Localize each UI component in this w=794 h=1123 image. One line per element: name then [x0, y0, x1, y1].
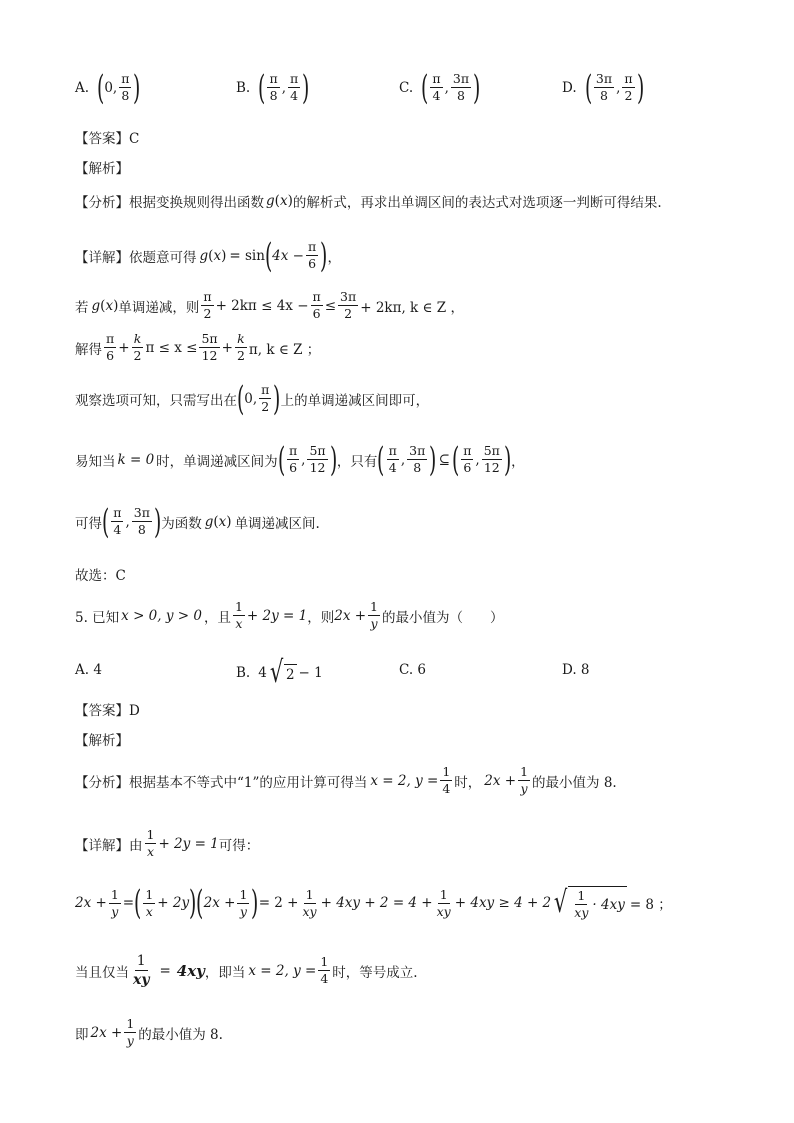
fraction: $\frac{\pi}{2}$	[203, 289, 212, 322]
fraction: $\frac{3\pi}{8}$	[595, 71, 613, 104]
q5-option-b: B. 4 √ 2 − 1	[236, 655, 323, 690]
q4-final-choice: 故选：C	[75, 568, 126, 584]
fraction: $\frac{1}{xy}$	[133, 953, 150, 989]
q5-answer: 【答案】D	[75, 703, 140, 719]
fraction: $\frac{3\pi}{8}$	[409, 443, 426, 476]
q5-detail-line-3: 当且仅当 $\frac{1}{xy}$ = 4xy ，即当 x = 2, y = $\frac{1}{4}$ 时，等号成立.	[75, 953, 418, 989]
fraction: $\frac{\pi}{6}$	[288, 443, 298, 476]
q5-detail-line-1: 【详解】由 $\frac{1}{x}$ + 2y = 1 可得：	[75, 827, 260, 860]
option-label: C.	[399, 79, 414, 96]
fraction: $\frac{1}{y}$	[239, 886, 248, 919]
fraction: $\frac{1}{y}$	[110, 886, 119, 919]
q4-detail-line-6: 可得 ( $\frac{\pi}{4}$ , $\frac{3\pi}{8}$ ) 为函数 g ( x ) 单调递减区间.	[75, 501, 320, 542]
fraction: $\frac{\pi}{6}$	[463, 443, 472, 476]
q4-detail-line-2: 若 g ( x ) 单调递减，则 $\frac{\pi}{2}$ + 2kπ ≤ 4x − $\frac{\pi}{6}$ ≤ $\frac{3\pi}{2}$ + 2kπ, k ∈ Z ，	[75, 289, 464, 322]
fraction: $\frac{1}{y}$	[520, 764, 529, 797]
fraction: $\frac{3\pi}{2}$	[340, 289, 357, 322]
square-root: √ 2	[269, 655, 295, 690]
fraction: $\frac{\pi}{2}$	[624, 71, 633, 104]
fraction: $\frac{1}{x}$	[145, 886, 154, 919]
q5-stem: 5. 已知 x > 0, y > 0 ，且 $\frac{1}{x}$ + 2y = 1 ，则 2x + $\frac{1}{y}$ 的最小值为（ ）	[75, 599, 504, 632]
option-label: D.	[562, 79, 577, 96]
fraction: $\frac{\pi}{6}$	[106, 331, 115, 364]
fraction: $\frac{\pi}{2}$	[261, 382, 270, 415]
fraction: $\frac{3\pi}{8}$	[452, 71, 470, 104]
fraction: $\frac{1}{xy}$	[302, 886, 317, 919]
fraction: $\frac{\pi}{4}$	[113, 505, 122, 538]
q4-analysis: 【分析】根据变换规则得出函数 g ( x ) 的解析式，再求出单调区间的表达式对选项逐一判断可得结果.	[75, 193, 662, 211]
square-root: √ $\frac{1}{xy}$ · 4xy	[554, 885, 625, 921]
fraction: $\frac{1}{xy}$	[436, 886, 451, 919]
q4-detail-line-3: 解得 $\frac{\pi}{6}$ + $\frac{k}{2}$ π ≤ x ≤ $\frac{5\pi}{12}$ + $\frac{k}{2}$ π, k ∈ Z ；	[75, 331, 321, 364]
fraction: $\frac{1}{y}$	[126, 1016, 135, 1049]
fraction: $\frac{\pi}{6}$	[312, 289, 321, 322]
fraction: $\frac{\pi}{4}$	[388, 443, 397, 476]
fraction: $\frac{1}{xy}$	[574, 888, 589, 921]
option-label: B.	[236, 79, 251, 96]
interval-left: 0,	[104, 79, 118, 96]
q4-detail-line-5: 易知当 k = 0 时，单调递减区间为 ( $\frac{\pi}{6}$ , $\frac{5\pi}{12}$ ) ，只有 ( $\frac{\pi}{4}$ , $\frac{3\pi}{8}$ ) ⊆ ( $\frac{\pi}{6}$ , $\frac{5\pi}{12}$ ) ，	[75, 439, 525, 480]
fraction: $\frac{k}{2}$	[236, 331, 245, 364]
fraction: $\frac{\pi}{8}$	[121, 71, 130, 104]
q4-option-b: B. ( $\frac{\pi}{8}$ , $\frac{\pi}{4}$ )	[236, 67, 310, 108]
q4-answer: 【答案】C	[75, 131, 140, 147]
q4-option-d: D. ( $\frac{3\pi}{8}$ , $\frac{\pi}{2}$ )	[562, 67, 644, 108]
fraction: $\frac{5\pi}{12}$	[483, 443, 500, 476]
fraction: $\frac{5\pi}{12}$	[309, 443, 326, 476]
q5-option-c: C. 6	[399, 662, 427, 678]
q4-detail-line-4: 观察选项可知，只需写出在 ( 0, $\frac{\pi}{2}$ ) 上的单调递减区间即可，	[75, 378, 430, 419]
fraction: $\frac{1}{x}$	[234, 599, 243, 632]
fraction: $\frac{5\pi}{12}$	[201, 331, 218, 364]
fraction: $\frac{1}{x}$	[146, 827, 155, 860]
fraction: $\frac{3\pi}{8}$	[133, 505, 150, 538]
q5-detail-line-4: 即 2x + $\frac{1}{y}$ 的最小值为 8.	[75, 1016, 223, 1049]
q5-solution-heading: 【解析】	[75, 733, 129, 749]
fraction: $\frac{1}{y}$	[370, 599, 378, 632]
q4-solution-heading: 【解析】	[75, 161, 129, 177]
fraction: $\frac{\pi}{8}$	[269, 71, 278, 104]
fraction: $\frac{\pi}{6}$	[307, 239, 317, 272]
q5-option-d: D. 8	[562, 662, 590, 678]
option-label: A.	[75, 79, 90, 96]
fraction: $\frac{1}{4}$	[320, 953, 329, 987]
fraction: $\frac{k}{2}$	[133, 331, 142, 364]
q5-detail-line-2: 2x + $\frac{1}{y}$ = ( $\frac{1}{x}$ + 2y ) ( 2x + $\frac{1}{y}$ ) = 2 + $\frac{1}{xy}$ + 4xy + 2 = 4 + $\frac{1}{xy}$ + 4xy ≥ 4 + 2 √ $\frac{1}{xy}$ · 4xy = 8 ；	[75, 883, 672, 924]
fraction: $\frac{1}{4}$	[442, 764, 451, 797]
fraction: $\frac{\pi}{4}$	[290, 71, 299, 104]
q5-analysis: 【分析】根据基本不等式中“1”的应用计算可得当 x = 2, y = $\frac{1}{4}$ 时， 2x + $\frac{1}{y}$ 的最小值为 8.	[75, 764, 617, 797]
q4-detail-line-1: 【详解】依题意可得 g ( x ) = sin ( 4x − $\frac{\pi}{6}$ ) ，	[75, 235, 341, 276]
q4-option-a: A. ( 0, $\frac{\pi}{8}$ )	[75, 67, 141, 108]
q5-option-a: A. 4	[75, 662, 102, 678]
fraction: $\frac{\pi}{4}$	[432, 71, 441, 104]
q4-option-c: C. ( $\frac{\pi}{4}$ , $\frac{3\pi}{8}$ )	[399, 67, 481, 108]
